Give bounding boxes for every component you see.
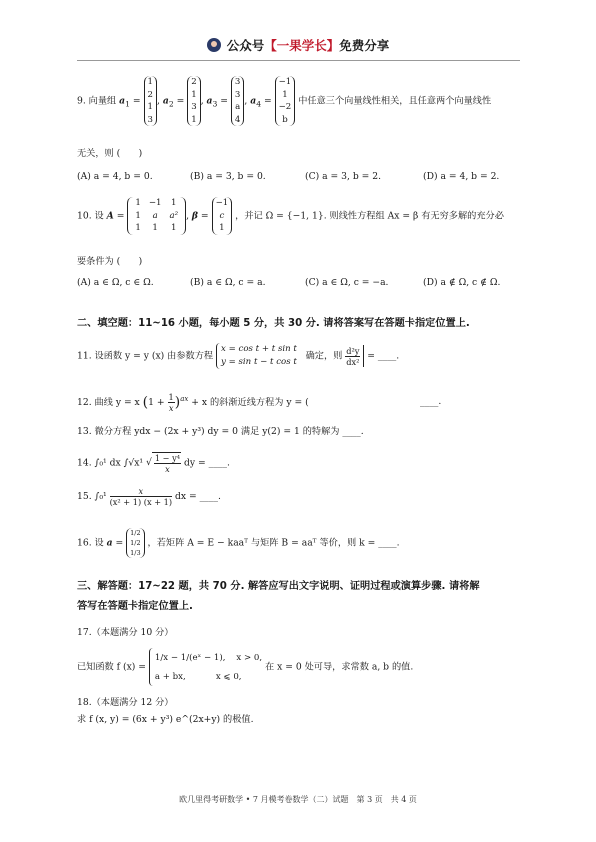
matrix-a: 1 −1 1 1 a a² 1 1 1 <box>127 197 186 235</box>
question-10: 10. 设 A = 1 −1 1 1 a a² 1 1 1 , β = −1 c 1 ，并记 Ω = {−1, 1}. 则线性方程组 Ax = β 有无穷多解的充分必 <box>77 198 504 233</box>
question-12: 12. 曲线 y = x (1 + $\frac{1}{x}$ )$^{ax}$ + x 的斜渐近线方程为 y = ( <box>77 392 309 413</box>
q17-piecewise: 1/x − 1/(eˣ − 1), x > 0, a + bx, x ⩽ 0, <box>149 648 262 686</box>
header-suffix: 免费分享 <box>339 38 390 53</box>
q12-blank: ____. <box>420 396 442 407</box>
avatar-icon <box>207 38 221 52</box>
question-17-head: 17.（本题满分 10 分） <box>77 627 174 638</box>
q15-blank: dx = ____. <box>174 491 221 502</box>
section-3-title: 三、解答题：17~22 题，共 70 分. 解答应写出文字说明、证明过程或演算步骤. 请将解 <box>77 581 480 592</box>
vector-a: 1/2 1/2 1/3 <box>126 528 144 558</box>
question-15: 15. ∫₀¹ $\frac{x}{\text{(x² + 1) (x + 1)}}$ dx = ____. <box>77 486 221 507</box>
vector-beta: −1 c 1 <box>212 197 233 235</box>
q9-option-a: (A) a = 4, b = 0. <box>77 171 153 182</box>
q9-number: 9. 向量组 <box>77 95 117 107</box>
vector-a3: 3 3 a 4 <box>231 76 244 126</box>
q11-parametric: x = cos t + t sin t y = sin t − t cos t <box>216 343 297 369</box>
q12-text: 12. 曲线 y = x <box>77 397 140 408</box>
q11-derivative: $\frac{\text{d²y}}{\text{dx²}}$ <box>346 345 360 367</box>
q10-option-c: (C) a ∈ Ω, c = −a. <box>305 277 389 288</box>
q16-text: 16. 设 <box>77 537 104 549</box>
q10-option-a: (A) a ∈ Ω, c ∈ Ω. <box>77 277 154 288</box>
q16-blank: ，若矩阵 A = E − kaaᵀ 与矩阵 B = aaᵀ 等价，则 k = ____. <box>147 537 400 549</box>
section-2-title: 二、填空题：11~16 小题，每小题 5 分，共 30 分. 请将答案写在答题卡指定位置上. <box>77 318 470 329</box>
page-footer: 欧几里得考研数学 • 7 月模考卷数学（二）试题 第 3 页 共 4 页 <box>179 795 417 804</box>
q10-line2: 要条件为 ( ) <box>77 256 143 267</box>
q10-option-d: (D) a ∉ Ω, c ∉ Ω. <box>423 277 501 288</box>
q14-blank: dy = ____. <box>183 457 230 469</box>
q9-option-c: (C) a = 3, b = 2. <box>305 171 382 182</box>
question-9: 9. 向量组 $a_1$ = 1 2 1 3 , $a_2$ = 2 1 3 1 , $a_3$ = 3 3 a 4 , $a_4$ = −1 1 −2 b 中任意三个向量线性相关，且任意两个向量线性 <box>77 77 492 125</box>
q11-mid: 确定，则 <box>305 350 343 362</box>
q9-text: 中任意三个向量线性相关，且任意两个向量线性 <box>298 95 492 107</box>
q11-blank: = ____. <box>367 350 400 362</box>
section-3-title-line2: 答写在答题卡指定位置上. <box>77 601 193 612</box>
header-prefix: 公众号 <box>226 38 265 53</box>
q12-mid: + x 的斜渐近线方程为 y = ( <box>191 397 309 408</box>
question-13: 13. 微分方程 ydx − (2x + y³) dy = 0 满足 y(2) = 1 的特解为 ____. <box>77 426 364 437</box>
q10-option-b: (B) a ∈ Ω, c = a. <box>190 277 266 288</box>
header-rule <box>77 60 520 61</box>
question-16: 16. 设 a = 1/2 1/2 1/3 ，若矩阵 A = E − kaaᵀ 与矩阵 B = aaᵀ 等价，则 k = ____. <box>77 529 400 557</box>
vector-a1: 1 2 1 3 <box>144 76 157 126</box>
q9-line2: 无关，则 ( ) <box>77 148 143 159</box>
q17-text: 已知函数 f (x) = <box>77 661 146 673</box>
question-18: 求 f (x, y) = (6x + y³) e^(2x+y) 的极值. <box>77 714 254 725</box>
q14-text: 14. ∫₀¹ dx ∫√x¹ <box>77 457 144 469</box>
q15-text: 15. ∫₀¹ <box>77 491 107 502</box>
q10-number: 10. 设 <box>77 210 104 222</box>
question-17 <box>77 648 413 686</box>
question-14: 14. ∫₀¹ dx ∫√x¹ √ $\frac{\text{1 − y⁴}}{x}$ dy = ____. <box>77 453 230 474</box>
vector-a2: 2 1 3 1 <box>187 76 200 126</box>
vector-a4: −1 1 −2 b <box>275 76 296 126</box>
question-11 <box>77 343 399 369</box>
q17-post: 在 x = 0 处可导，求常数 a, b 的值. <box>265 661 414 673</box>
page-header <box>0 36 596 54</box>
q9-option-b: (B) a = 3, b = 0. <box>190 171 266 182</box>
q11-text: 11. 设函数 y = y (x) 由参数方程 <box>77 350 214 362</box>
header-brand: 【一果学长】 <box>264 38 340 53</box>
q10-text: ，并记 Ω = {−1, 1}. 则线性方程组 Ax = β 有无穷多解的充分必 <box>235 210 504 222</box>
q9-option-d: (D) a = 4, b = 2. <box>423 171 500 182</box>
question-18-head: 18.（本题满分 12 分） <box>77 697 174 708</box>
